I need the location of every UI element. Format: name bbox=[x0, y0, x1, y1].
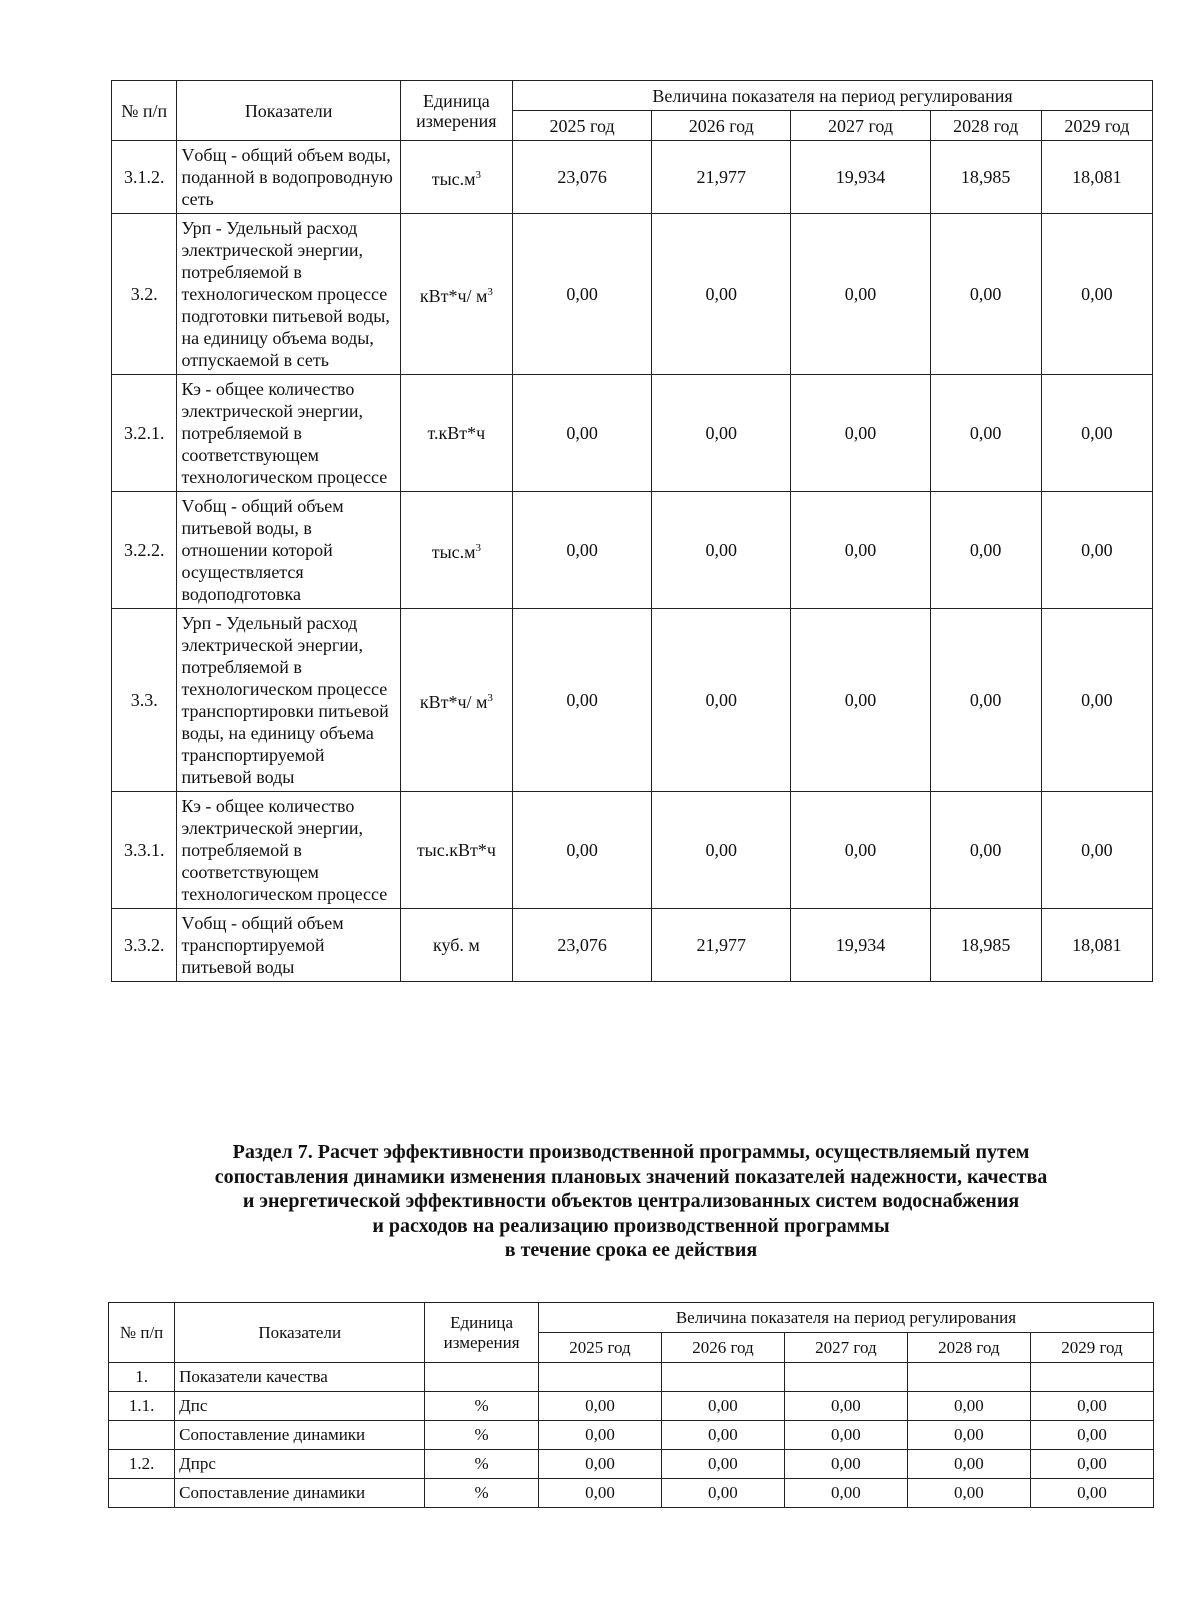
header-num: № п/п bbox=[112, 81, 177, 141]
row-number: 3.2.2. bbox=[112, 492, 177, 609]
value-cell: 0,00 bbox=[930, 375, 1041, 492]
unit-cell: % bbox=[425, 1479, 539, 1508]
value-cell: 0,00 bbox=[661, 1479, 784, 1508]
unit-text: тыс.кВт*ч bbox=[416, 840, 496, 860]
value-cell: 23,076 bbox=[512, 909, 651, 982]
table-row bbox=[112, 792, 1153, 909]
unit-superscript: 3 bbox=[487, 692, 493, 704]
value-cell bbox=[784, 1363, 907, 1392]
indicator-name: Сопоставление динамики bbox=[175, 1479, 425, 1508]
value-cell: 18,985 bbox=[930, 909, 1041, 982]
unit-superscript: 3 bbox=[475, 542, 482, 554]
unit-text: тыс.м bbox=[431, 542, 476, 562]
indicator-name: Сопоставление динамики bbox=[175, 1421, 425, 1450]
header-year: 2027 год bbox=[791, 111, 930, 141]
indicator-name: Урп - Удельный расход электрической энергии, потребляемой в технологическом процессе транспортировки питьевой воды, на единицу объема транспортируемой питьевой воды bbox=[177, 609, 400, 792]
unit-cell bbox=[400, 141, 512, 214]
header-year: 2027 год bbox=[784, 1333, 907, 1363]
unit-cell bbox=[400, 375, 512, 492]
header-period: Величина показателя на период регулирования bbox=[538, 1303, 1153, 1333]
value-cell: 0,00 bbox=[512, 492, 651, 609]
header-unit: Единица измерения bbox=[425, 1303, 539, 1363]
section-title-line: сопоставления динамики изменения плановых значений показателей надежности, качества bbox=[214, 1165, 1048, 1188]
table-row bbox=[112, 609, 1153, 792]
unit-superscript: 3 bbox=[487, 286, 493, 298]
value-cell: 0,00 bbox=[791, 492, 930, 609]
value-cell: 0,00 bbox=[512, 609, 651, 792]
indicator-name: Показатели качества bbox=[175, 1363, 425, 1392]
row-number: 3.1.2. bbox=[112, 141, 177, 214]
indicator-name: Дпрс bbox=[175, 1450, 425, 1479]
indicator-name: Vобщ - общий объем воды, поданной в водопроводную сеть bbox=[177, 141, 400, 214]
section-title-line: Раздел 7. Расчет эффективности производственной программы, осуществляемый путем bbox=[232, 1141, 1030, 1163]
value-cell: 0,00 bbox=[907, 1479, 1030, 1508]
value-cell: 0,00 bbox=[1041, 492, 1152, 609]
unit-cell bbox=[400, 214, 512, 375]
value-cell bbox=[661, 1363, 784, 1392]
indicators-table-energy bbox=[111, 80, 1153, 982]
row-number: 3.3.2. bbox=[112, 909, 177, 982]
table-row bbox=[109, 1363, 1154, 1392]
indicator-name: Vобщ - общий объем транспортируемой питьевой воды bbox=[177, 909, 400, 982]
indicator-name: Дпс bbox=[175, 1392, 425, 1421]
unit-text: тыс.м bbox=[431, 169, 476, 189]
header-year: 2026 год bbox=[652, 111, 791, 141]
row-number: 1. bbox=[109, 1363, 175, 1392]
header-period: Величина показателя на период регулирования bbox=[512, 81, 1152, 111]
section-7-title bbox=[108, 1140, 1154, 1263]
header-indicator: Показатели bbox=[175, 1303, 425, 1363]
value-cell: 0,00 bbox=[784, 1450, 907, 1479]
value-cell: 18,081 bbox=[1041, 909, 1152, 982]
unit-cell: % bbox=[425, 1450, 539, 1479]
value-cell: 0,00 bbox=[652, 792, 791, 909]
header-year: 2025 год bbox=[512, 111, 651, 141]
value-cell: 18,985 bbox=[930, 141, 1041, 214]
value-cell: 0,00 bbox=[538, 1479, 661, 1508]
table-row bbox=[112, 214, 1153, 375]
value-cell: 0,00 bbox=[930, 792, 1041, 909]
value-cell: 0,00 bbox=[538, 1392, 661, 1421]
table-row bbox=[109, 1392, 1154, 1421]
header-year: 2029 год bbox=[1030, 1333, 1153, 1363]
unit-text: куб. м bbox=[432, 935, 480, 955]
value-cell: 0,00 bbox=[652, 214, 791, 375]
header-unit: Единица измерения bbox=[400, 81, 512, 141]
value-cell: 0,00 bbox=[930, 609, 1041, 792]
section-title-line: в течение срока ее действия bbox=[504, 1239, 758, 1261]
row-number: 3.3. bbox=[112, 609, 177, 792]
unit-text: т.кВт*ч bbox=[427, 423, 486, 443]
value-cell: 0,00 bbox=[652, 609, 791, 792]
row-number bbox=[109, 1421, 175, 1450]
row-number: 3.3.1. bbox=[112, 792, 177, 909]
value-cell: 0,00 bbox=[652, 375, 791, 492]
unit-cell bbox=[400, 492, 512, 609]
value-cell: 0,00 bbox=[661, 1421, 784, 1450]
table-row bbox=[112, 141, 1153, 214]
value-cell: 0,00 bbox=[1041, 609, 1152, 792]
value-cell: 0,00 bbox=[791, 214, 930, 375]
value-cell: 0,00 bbox=[652, 492, 791, 609]
value-cell: 0,00 bbox=[512, 214, 651, 375]
unit-cell: % bbox=[425, 1392, 539, 1421]
value-cell: 0,00 bbox=[791, 375, 930, 492]
value-cell: 0,00 bbox=[512, 375, 651, 492]
value-cell: 0,00 bbox=[512, 792, 651, 909]
value-cell: 19,934 bbox=[791, 141, 930, 214]
value-cell: 0,00 bbox=[1041, 792, 1152, 909]
header-year: 2028 год bbox=[930, 111, 1041, 141]
value-cell: 0,00 bbox=[538, 1450, 661, 1479]
value-cell: 0,00 bbox=[661, 1450, 784, 1479]
section-title-line: и расходов на реализацию производственной программы bbox=[372, 1214, 890, 1237]
value-cell: 0,00 bbox=[1030, 1450, 1153, 1479]
row-number: 3.2.1. bbox=[112, 375, 177, 492]
value-cell: 0,00 bbox=[1030, 1479, 1153, 1508]
value-cell: 0,00 bbox=[907, 1392, 1030, 1421]
section-title-line: и энергетической эффективности объектов централизованных систем водоснабжения bbox=[242, 1190, 1020, 1212]
value-cell: 0,00 bbox=[784, 1392, 907, 1421]
value-cell: 0,00 bbox=[1030, 1421, 1153, 1450]
value-cell: 0,00 bbox=[784, 1421, 907, 1450]
row-number bbox=[109, 1479, 175, 1508]
indicator-name: Урп - Удельный расход электрической энергии, потребляемой в технологическом процессе подготовки питьевой воды, на единицу объема воды, отпускаемой в сеть bbox=[177, 214, 400, 375]
row-number: 1.1. bbox=[109, 1392, 175, 1421]
unit-cell bbox=[400, 909, 512, 982]
unit-cell bbox=[400, 792, 512, 909]
value-cell: 0,00 bbox=[930, 492, 1041, 609]
value-cell: 0,00 bbox=[1041, 375, 1152, 492]
unit-superscript: 3 bbox=[475, 169, 482, 181]
value-cell: 19,934 bbox=[791, 909, 930, 982]
unit-cell bbox=[400, 609, 512, 792]
indicators-table-quality bbox=[108, 1302, 1154, 1508]
unit-cell: % bbox=[425, 1421, 539, 1450]
value-cell: 0,00 bbox=[661, 1392, 784, 1421]
value-cell: 0,00 bbox=[1030, 1392, 1153, 1421]
header-indicator: Показатели bbox=[177, 81, 400, 141]
value-cell: 21,977 bbox=[652, 909, 791, 982]
unit-text: кВт*ч/ м bbox=[419, 692, 488, 712]
row-number: 1.2. bbox=[109, 1450, 175, 1479]
value-cell: 0,00 bbox=[791, 609, 930, 792]
unit-cell bbox=[425, 1363, 539, 1392]
header-num: № п/п bbox=[109, 1303, 175, 1363]
table-row bbox=[109, 1450, 1154, 1479]
indicator-name: Vобщ - общий объем питьевой воды, в отношении которой осуществляется водоподготовка bbox=[177, 492, 400, 609]
value-cell: 0,00 bbox=[784, 1479, 907, 1508]
header-year: 2026 год bbox=[661, 1333, 784, 1363]
table-row bbox=[109, 1421, 1154, 1450]
value-cell: 0,00 bbox=[1041, 214, 1152, 375]
value-cell: 21,977 bbox=[652, 141, 791, 214]
value-cell bbox=[538, 1363, 661, 1392]
header-year: 2028 год bbox=[907, 1333, 1030, 1363]
table-row bbox=[112, 909, 1153, 982]
table-row bbox=[112, 492, 1153, 609]
value-cell: 18,081 bbox=[1041, 141, 1152, 214]
indicator-name: Кэ - общее количество электрической энергии, потребляемой в соответствующем технологическом процессе bbox=[177, 792, 400, 909]
table-row bbox=[109, 1479, 1154, 1508]
table-row bbox=[112, 375, 1153, 492]
header-year: 2029 год bbox=[1041, 111, 1152, 141]
value-cell: 23,076 bbox=[512, 141, 651, 214]
row-number: 3.2. bbox=[112, 214, 177, 375]
value-cell: 0,00 bbox=[930, 214, 1041, 375]
value-cell: 0,00 bbox=[907, 1450, 1030, 1479]
value-cell bbox=[907, 1363, 1030, 1392]
indicator-name: Кэ - общее количество электрической энергии, потребляемой в соответствующем технологическом процессе bbox=[177, 375, 400, 492]
value-cell bbox=[1030, 1363, 1153, 1392]
unit-text: кВт*ч/ м bbox=[419, 286, 488, 306]
header-year: 2025 год bbox=[538, 1333, 661, 1363]
value-cell: 0,00 bbox=[538, 1421, 661, 1450]
value-cell: 0,00 bbox=[791, 792, 930, 909]
value-cell: 0,00 bbox=[907, 1421, 1030, 1450]
